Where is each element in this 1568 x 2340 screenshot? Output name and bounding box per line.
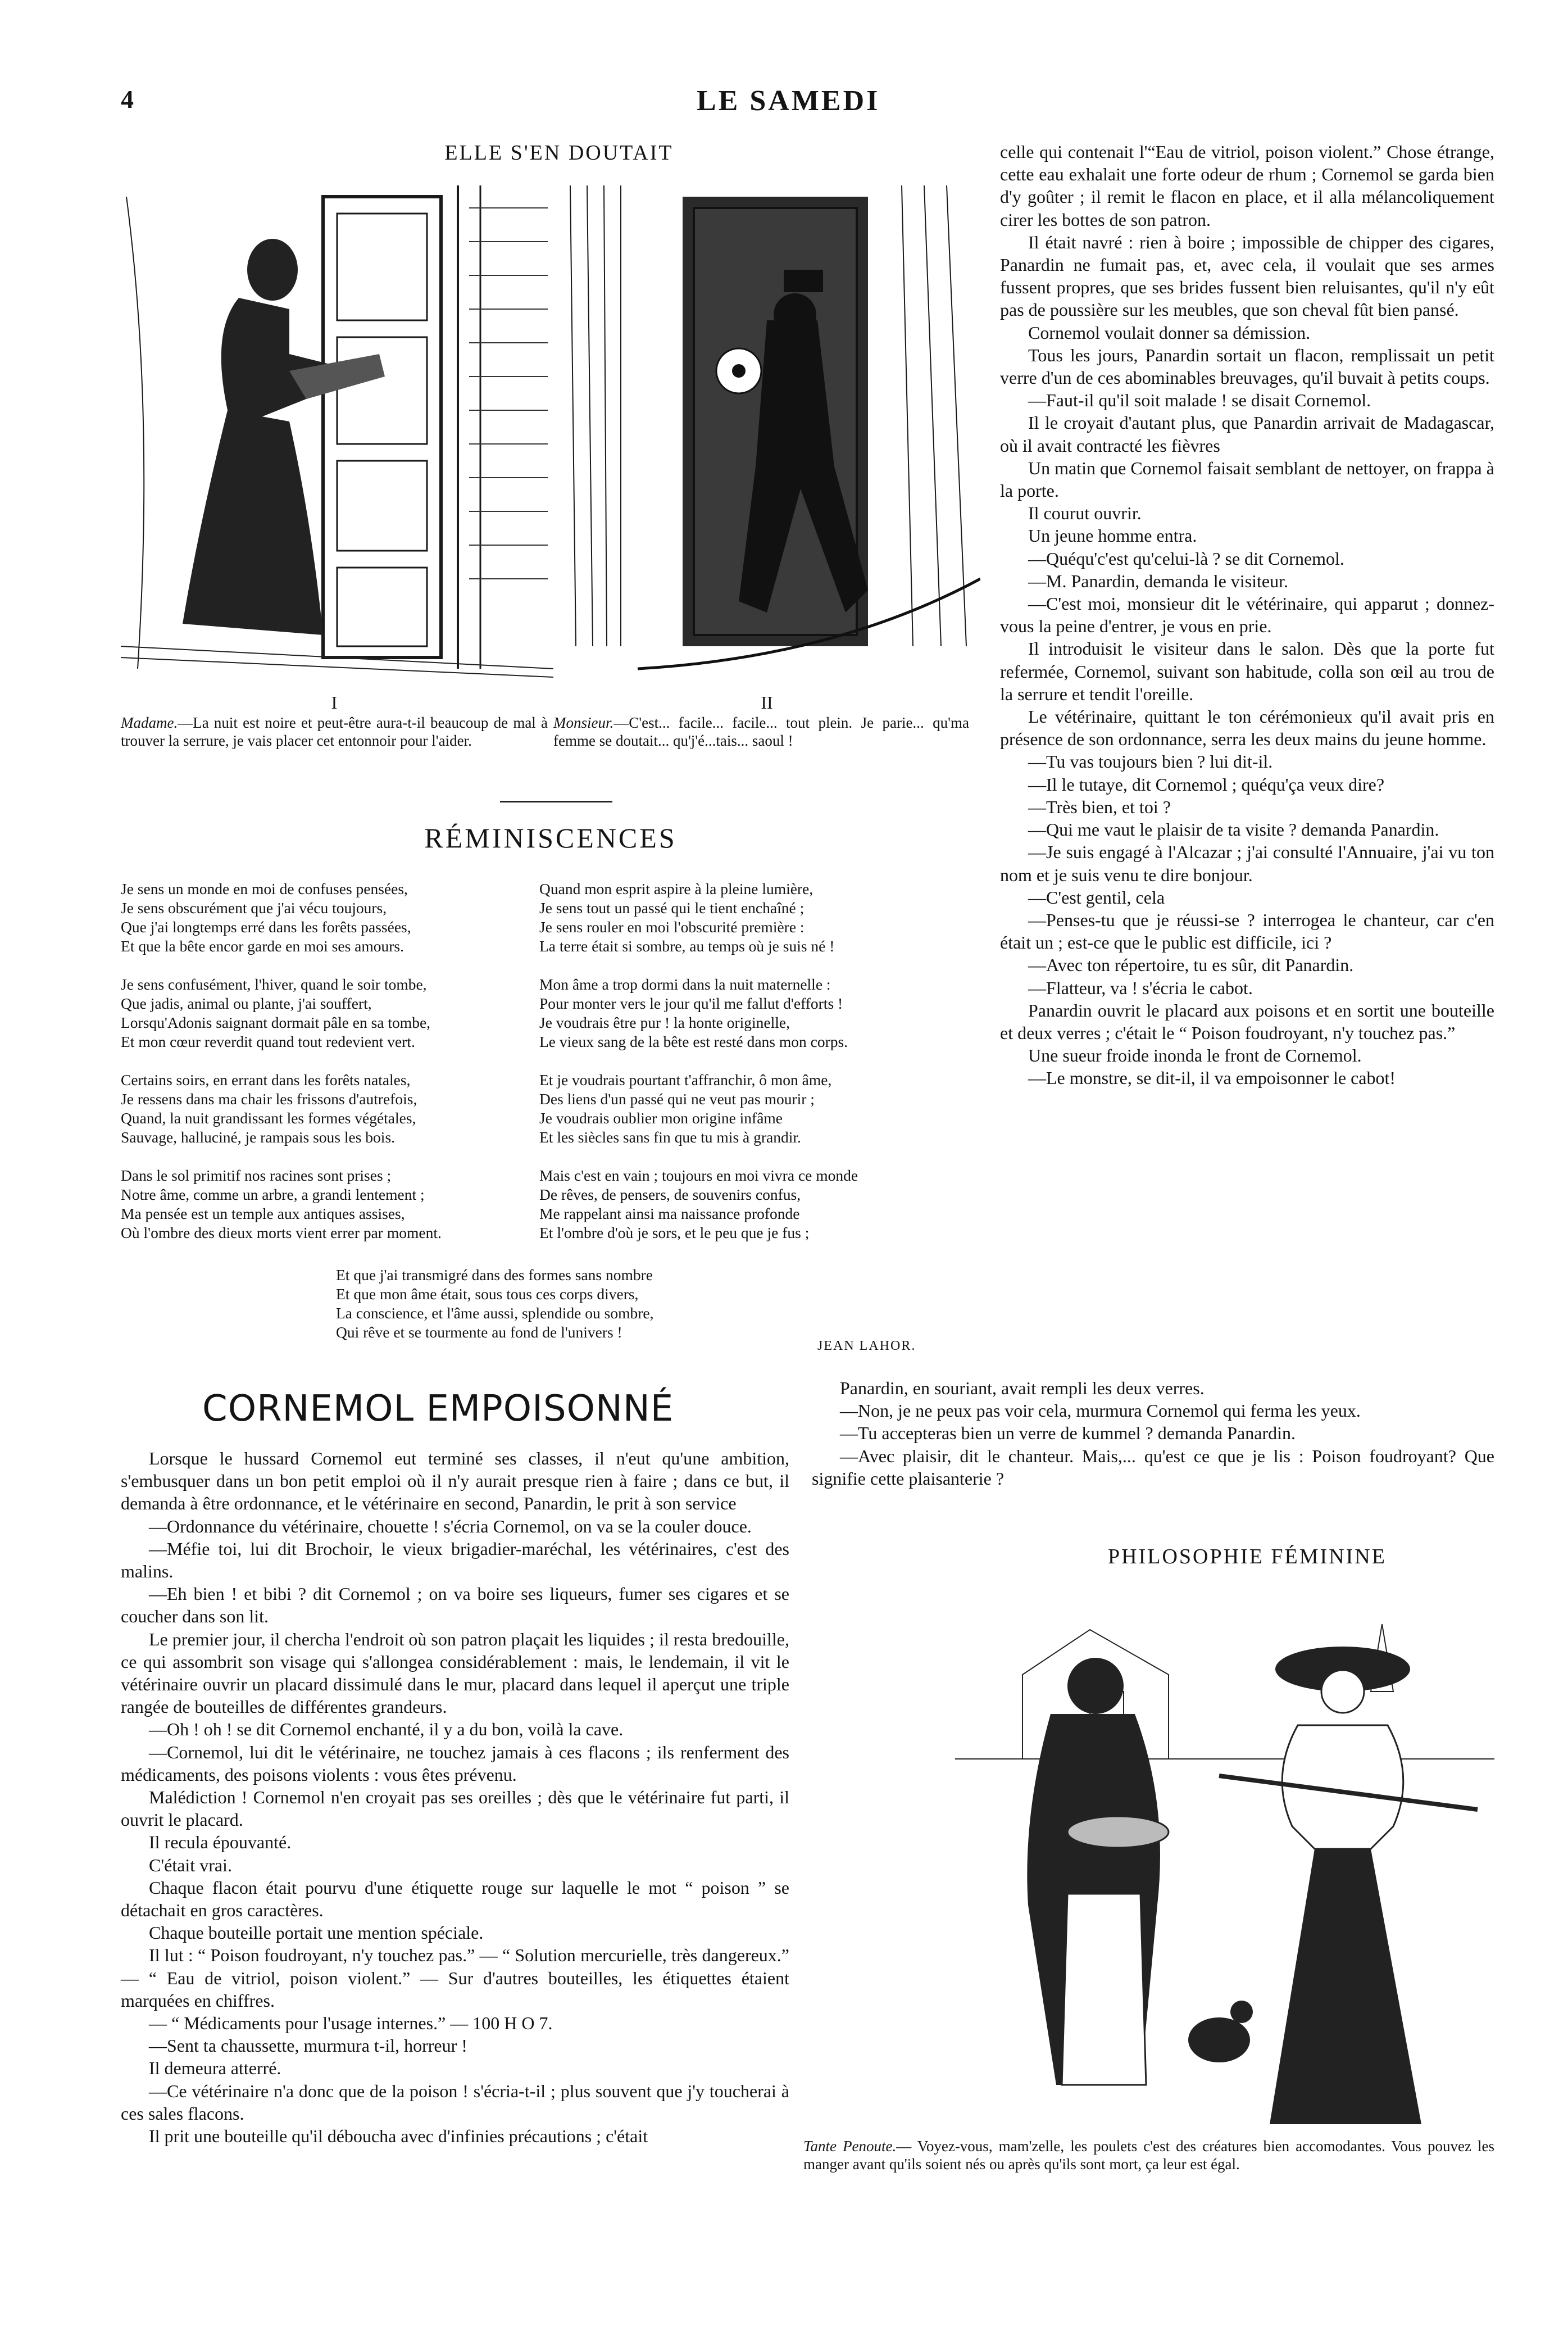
divider — [500, 801, 612, 802]
panel-2-caption — [553, 714, 969, 750]
panel-1-caption — [121, 714, 548, 750]
panel-2-text: —C'est... facile... facile... tout plein. Je parie... qu'ma femme se doutait... qu'j'é...tais... saoul ! — [553, 714, 969, 749]
poem-line: Je sens rouler en moi l'obscurité première : — [539, 918, 805, 936]
poem-line: Ma pensée est un temple aux antiques assises, — [121, 1205, 405, 1222]
poem-line: Lorsqu'Adonis saignant dormait pâle en sa tombe, — [121, 1014, 431, 1031]
story-paragraph: —Cornemol, lui dit le vétérinaire, ne touchez jamais à ces flacons ; ils renferment des médicaments, des poisons violents : vous êtes prévenu. — [121, 1742, 789, 1785]
poem-line: Et que j'ai transmigré dans des formes sans nombre — [336, 1266, 653, 1284]
poem-line: Que j'ai longtemps erré dans les forêts passées, — [121, 918, 411, 936]
story-paragraph: Il introduisit le visiteur dans le salon. Dès que la porte fut refermée, Cornemol, suivant son habitude, colla son œil au trou de la serrure et tendit l'oreille. — [1000, 638, 1494, 704]
story-paragraph: —Qui me vaut le plaisir de ta visite ? demanda Panardin. — [1028, 819, 1439, 840]
poem-line: Et l'ombre d'où je sors, et le peu que je fus ; — [539, 1224, 810, 1241]
story-paragraph: —Quéqu'c'est qu'celui-là ? se dit Cornemol. — [1028, 548, 1344, 569]
story-paragraph: Il recula épouvanté. — [149, 1832, 292, 1853]
story-paragraph: —Sent ta chaussette, murmura t-il, horreur ! — [149, 2035, 467, 2056]
story-paragraph: Il prit une bouteille qu'il déboucha avec d'infinies précautions ; c'était — [149, 2126, 648, 2147]
poem-line: Je sens confusément, l'hiver, quand le soir tombe, — [121, 976, 427, 993]
cartoon-title: ELLE S'EN DOUTAIT — [444, 141, 674, 165]
story-paragraph: —Le monstre, se dit-il, il va empoisonner le cabot! — [1028, 1068, 1396, 1089]
story-paragraph: —Il le tutaye, dit Cornemol ; quéqu'ça veux dire? — [1028, 774, 1385, 795]
cartoon-2-text: — Voyez-vous, mam'zelle, les poulets c'est des créatures bien accomodantes. Vous pouvez les manger avant qu'ils soient nés ou après qu'ils sont mort, ça leur est égal. — [803, 2138, 1494, 2173]
poem-line: Où l'ombre des dieux morts vient errer par moment. — [121, 1224, 442, 1241]
poem-line: Quand, la nuit grandissant les formes végétales, — [121, 1109, 416, 1127]
story-paragraph: Un matin que Cornemol faisait semblant de nettoyer, on frappa à la porte. — [1000, 457, 1494, 501]
poem-line: Je voudrais oublier mon origine infâme — [539, 1109, 783, 1127]
story-paragraph: — “ Médicaments pour l'usage internes.” — 100 H O 7. — [149, 2013, 553, 2034]
story-paragraph: —Méfie toi, lui dit Brochoir, le vieux brigadier-maréchal, les vétérinaires, c'est des malins. — [121, 1538, 789, 1582]
story-paragraph: Il était navré : rien à boire ; impossible de chipper des cigares, Panardin ne fumait pas, et, avec cela, il voulait que ses armes fussent propres, que ses brides fussent bien reluisantes, qu'il n'y eût pas de poussière sur les meubles, que son cheval fût bien pansé. — [1000, 232, 1494, 320]
story-column-1 — [121, 1447, 789, 2147]
panel-1-speaker: Madame. — [121, 714, 178, 731]
story-paragraph: C'était vrai. — [149, 1854, 232, 1875]
journal-title: LE SAMEDI — [697, 85, 880, 117]
story-paragraph: —Ce vétérinaire n'a donc que de la poison ! s'écria-t-il ; plus souvent que j'y toucherai à ces sales flacons. — [121, 2080, 789, 2124]
story-paragraph: —Avec ton répertoire, tu es sûr, dit Panardin. — [1028, 955, 1354, 976]
panel-1-numeral: I — [331, 692, 338, 713]
story-paragraph: Cornemol voulait donner sa démission. — [1028, 322, 1311, 343]
poem-line: Et mon cœur reverdit quand tout redevient vert. — [121, 1033, 415, 1050]
story-paragraph: —Je suis engagé à l'Alcazar ; j'ai consulté l'Annuaire, j'ai vu ton nom et je suis venu te dire bonjour. — [1000, 842, 1494, 885]
poem-left-column — [121, 879, 525, 1262]
poem-line: Notre âme, comme un arbre, a grandi lentement ; — [121, 1186, 425, 1203]
story-paragraph: —Avec plaisir, dit le chanteur. Mais,... qu'est ce que je lis : Poison foudroyant? Que signifie cette plaisanterie ? — [812, 1445, 1494, 1489]
poem-line: De rêves, de pensers, de souvenirs confus, — [539, 1186, 801, 1203]
story-paragraph: Panardin ouvrit le placard aux poisons et en sortit une bouteille et deux verres ; c'était le “ Poison foudroyant, n'y touchez pas.” — [1000, 1000, 1494, 1043]
page-number: 4 — [121, 85, 134, 114]
story-paragraph: —Très bien, et toi ? — [1028, 796, 1171, 817]
story-paragraph: Tous les jours, Panardin sortait un flacon, remplissait un petit verre d'un de ces abominables breuvages, qu'il buvait à petits coups. — [1000, 344, 1494, 388]
poem-right-column — [539, 879, 955, 1262]
cartoon-2-speaker: Tante Penoute. — [803, 2138, 897, 2155]
panel-1-text: —La nuit est noire et peut-être aura-t-il beaucoup de mal à trouver la serrure, je vais placer cet entonnoir pour l'aider. — [121, 714, 548, 749]
poem-line: Je sens obscurément que j'ai vécu toujours, — [121, 899, 387, 917]
cartoon-2-illustration — [955, 1590, 1494, 2130]
poem-line: Des liens d'un passé qui ne veut pas mourir ; — [539, 1090, 815, 1108]
poem-line: Et que mon âme était, sous tous ces corps divers, — [336, 1285, 639, 1303]
story-paragraph: Le vétérinaire, quittant le ton cérémonieux qu'il avait pris en présence de son ordonnance, serra les deux mains du jeune homme. — [1000, 706, 1494, 750]
story-paragraph: —Flatteur, va ! s'écria le cabot. — [1028, 977, 1253, 998]
poem-line: Et je voudrais pourtant t'affranchir, ô mon âme, — [539, 1071, 832, 1089]
poem-author: JEAN LAHOR. — [817, 1339, 916, 1353]
poem-final-stanza — [336, 1266, 774, 1342]
story-paragraph: Il demeura atterré. — [149, 2058, 281, 2079]
story-paragraph: —Penses-tu que je réussi-se ? interrogea le chanteur, car c'en était un ; est-ce que le public est difficile, ici ? — [1000, 909, 1494, 953]
story-title: CORNEMOL EMPOISONNÉ — [202, 1388, 674, 1430]
story-column-2 — [1000, 140, 1494, 1090]
story-paragraph: Il lut : “ Poison foudroyant, n'y touchez pas.” — “ Solution mercurielle, très dangereux.” — “ Eau de vitriol, poison violent.” — Sur d'autres bouteilles, les étiquettes étaient marquées en chiffres. — [121, 1945, 789, 2011]
poem-line: Le vieux sang de la bête est resté dans mon corps. — [539, 1033, 848, 1050]
story-paragraph: —Ordonnance du vétérinaire, chouette ! s'écria Cornemol, on va se la couler douce. — [149, 1516, 752, 1536]
poem-line: Certains soirs, en errant dans les forêts natales, — [121, 1071, 411, 1089]
story-paragraph: Il courut ouvrir. — [1028, 503, 1142, 524]
story-paragraph: celle qui contenait l'“Eau de vitriol, poison violent.” Chose étrange, cette eau exhalait une forte odeur de rhum ; Cornemol se garda bien d'y goûter ; il remit le flacon en place, et il alla mélancoliquement cirer les bottes de son patron. — [1000, 142, 1494, 230]
story-paragraph: —Tu vas toujours bien ? lui dit-il. — [1028, 751, 1273, 772]
poem-line: Sauvage, halluciné, je rampais sous les bois. — [121, 1128, 396, 1146]
cartoon-panel-2-illustration — [553, 185, 980, 680]
poem-title: RÉMINISCENCES — [424, 822, 677, 854]
story-paragraph: Chaque flacon était pourvu d'une étiquette rouge sur laquelle le mot “ poison ” se détachait en gros caractères. — [121, 1877, 789, 1921]
poem-line: Et que la bête encor garde en moi ses amours. — [121, 937, 404, 955]
poem-line: Me rappelant ainsi ma naissance profonde — [539, 1205, 800, 1222]
poem-line: Je ressens dans ma chair les frissons d'autrefois, — [121, 1090, 417, 1108]
poem-line: Que jadis, animal ou plante, j'ai souffert, — [121, 995, 372, 1012]
poem-line: Pour monter vers le jour qu'il me fallut d'efforts ! — [539, 995, 843, 1012]
poem-line: Quand mon esprit aspire à la pleine lumière, — [539, 880, 813, 897]
story-paragraph: Le premier jour, il chercha l'endroit où son patron plaçait les liquides ; il resta bredouille, ce qui assombrit son visage qui s'allongea considérablement : mais, le lendemain, il vit le vétérinaire ouvrir un placard dissimulé dans le mur, placard dans lequel il aperçut une triple rangée de bouteilles de différentes grandeurs. — [121, 1629, 789, 1717]
cartoon-2-title: PHILOSOPHIE FÉMININE — [1108, 1545, 1387, 1568]
cartoon-panel-1-illustration — [121, 185, 553, 680]
poem-line: Et les siècles sans fin que tu mis à grandir. — [539, 1128, 801, 1146]
story-paragraph: —Oh ! oh ! se dit Cornemol enchanté, il y a du bon, voilà la cave. — [149, 1719, 624, 1740]
story-paragraph: Chaque bouteille portait une mention spéciale. — [149, 1922, 484, 1943]
story-paragraph: Un jeune homme entra. — [1028, 525, 1197, 546]
story-paragraph: Il le croyait d'autant plus, que Panardin arrivait de Madagascar, où il avait contracté les fièvres — [1000, 412, 1494, 456]
story-paragraph: —M. Panardin, demanda le visiteur. — [1028, 570, 1289, 591]
story-paragraph: Panardin, en souriant, avait rempli les deux verres. — [840, 1378, 1205, 1398]
poem-line: Mon âme a trop dormi dans la nuit maternelle : — [539, 976, 831, 993]
story-paragraph: —C'est gentil, cela — [1028, 887, 1165, 908]
cartoon-2-caption — [803, 2137, 1494, 2173]
poem-line: La conscience, et l'âme aussi, splendide ou sombre, — [336, 1304, 654, 1322]
poem-line: Je sens tout un passé qui le tient enchaîné ; — [539, 899, 805, 917]
story-paragraph: Une sueur froide inonda le front de Cornemol. — [1028, 1045, 1362, 1066]
poem-line: Mais c'est en vain ; toujours en moi vivra ce monde — [539, 1167, 858, 1184]
story-paragraph: Malédiction ! Cornemol n'en croyait pas ses oreilles ; dès que le vétérinaire fut parti, il ouvrit le placard. — [121, 1787, 789, 1830]
poem-line: Qui rêve et se tourmente au fond de l'univers ! — [336, 1323, 622, 1341]
story-paragraph: —Tu accepteras bien un verre de kummel ? demanda Panardin. — [840, 1423, 1296, 1444]
poem-line: Dans le sol primitif nos racines sont prises ; — [121, 1167, 392, 1184]
panel-2-speaker: Monsieur. — [553, 714, 614, 731]
poem-line: Je voudrais être pur ! la honte originelle, — [539, 1014, 790, 1031]
panel-2-numeral: II — [761, 692, 773, 713]
story-paragraph: —Faut-il qu'il soit malade ! se disait Cornemol. — [1028, 390, 1371, 411]
story-paragraph: —Non, je ne peux pas voir cela, murmura Cornemol qui ferma les yeux. — [840, 1400, 1361, 1421]
story-paragraph: —Eh bien ! et bibi ? dit Cornemol ; on va boire ses liqueurs, fumer ses cigares et se coucher dans son lit. — [121, 1584, 789, 1627]
story-paragraph: Lorsque le hussard Cornemol eut terminé ses classes, il n'eut qu'une ambition, s'embusquer dans un bon petit emploi où il n'y aurait presque rien à faire ; dans ce but, il demanda à être ordonnance, et le vétérinaire en second, Panardin, le prit à son service — [121, 1448, 789, 1514]
story-paragraph: —C'est moi, monsieur dit le vétérinaire, qui apparut ; donnez-vous la peine d'entrer, je vous en prie. — [1000, 593, 1494, 637]
story-column-3 — [812, 1377, 1494, 1490]
poem-line: La terre était si sombre, au temps où je suis né ! — [539, 937, 835, 955]
poem-line: Je sens un monde en moi de confuses pensées, — [121, 880, 408, 897]
